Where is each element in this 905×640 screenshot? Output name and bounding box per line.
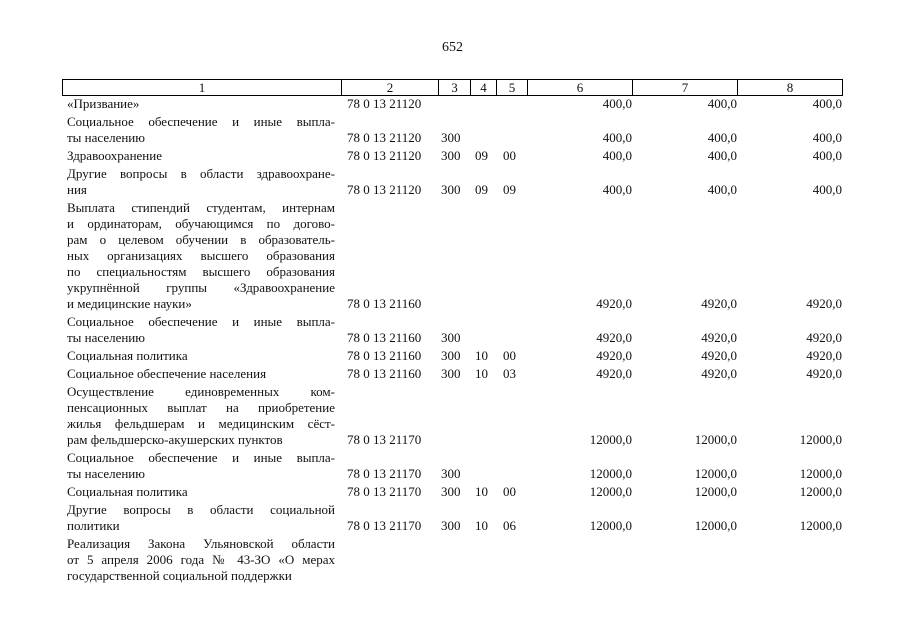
description-line: по специальностям высшего образования (67, 264, 335, 279)
row-description (67, 502, 335, 534)
description-line: пенсационных выплат на приобретение (67, 400, 335, 415)
amount-col-6: 4920,0 (596, 296, 632, 311)
amount-col-8: 12000,0 (799, 432, 842, 447)
section-code: 09 (475, 182, 488, 197)
description-line: Социальное обеспечение и иные выпла- (67, 114, 335, 129)
amount-col-7: 12000,0 (694, 518, 737, 533)
amount-col-7: 12000,0 (694, 466, 737, 481)
target-article-code: 78 0 13 21170 (347, 518, 422, 533)
target-article-code: 78 0 13 21170 (347, 466, 422, 481)
expense-type-code: 300 (441, 330, 461, 345)
header-col-5: 5 (497, 80, 528, 96)
amount-col-8: 4920,0 (806, 348, 842, 363)
section-code: 10 (475, 484, 488, 499)
target-article-code: 78 0 13 21170 (347, 432, 422, 447)
section-code: 10 (475, 518, 488, 533)
amount-col-6: 400,0 (602, 148, 632, 163)
description-line: «Призвание» (67, 96, 140, 111)
description-line: Социальная политика (67, 484, 188, 499)
subsection-code: 00 (503, 148, 516, 163)
amount-col-7: 4920,0 (701, 296, 737, 311)
row-description (67, 314, 335, 346)
section-code: 09 (475, 148, 488, 163)
description-line: Социальное обеспечение и иные выпла- (67, 314, 335, 329)
table-header (62, 79, 843, 96)
row-description (67, 200, 335, 312)
row-description (67, 536, 335, 584)
header-col-4: 4 (471, 80, 497, 96)
description-line: Социальное обеспечение и иные выпла- (67, 450, 335, 465)
amount-col-7: 400,0 (707, 130, 737, 145)
amount-col-6: 4920,0 (596, 366, 632, 381)
amount-col-6: 400,0 (602, 182, 632, 197)
header-col-2: 2 (342, 80, 439, 96)
target-article-code: 78 0 13 21120 (347, 182, 422, 197)
table-row (0, 314, 905, 348)
target-article-code: 78 0 13 21160 (347, 366, 422, 381)
description-line: и медицинские науки» (67, 296, 192, 311)
target-article-code: 78 0 13 21160 (347, 348, 422, 363)
expense-type-code: 300 (441, 366, 461, 381)
amount-col-8: 400,0 (812, 148, 842, 163)
row-description (67, 348, 335, 364)
expense-type-code: 300 (441, 348, 461, 363)
amount-col-6: 4920,0 (596, 330, 632, 345)
section-code: 10 (475, 366, 488, 381)
target-article-code: 78 0 13 21120 (347, 96, 422, 111)
subsection-code: 00 (503, 484, 516, 499)
table-row (0, 96, 905, 114)
row-description (67, 114, 335, 146)
description-line: ты населению (67, 130, 145, 145)
page-number: 652 (442, 40, 463, 55)
description-line: Реализация Закона Ульяновской области (67, 536, 335, 551)
table-row (0, 166, 905, 200)
row-description (67, 148, 335, 164)
amount-col-7: 4920,0 (701, 348, 737, 363)
amount-col-8: 12000,0 (799, 518, 842, 533)
description-line: жилья фельдшерам и медицинским сёст- (67, 416, 335, 431)
description-line: государственной социальной поддержки (67, 568, 292, 583)
expense-type-code: 300 (441, 518, 461, 533)
description-line: укрупнённой группы «Здравоохранение (67, 280, 335, 295)
amount-col-6: 400,0 (602, 130, 632, 145)
table-row (0, 366, 905, 384)
description-line: рам о целевом обучении в образователь- (67, 232, 335, 247)
table-row (0, 484, 905, 502)
amount-col-6: 12000,0 (589, 518, 632, 533)
amount-col-6: 12000,0 (589, 484, 632, 499)
table-row (0, 536, 905, 586)
header-col-8: 8 (738, 80, 843, 96)
amount-col-6: 12000,0 (589, 432, 632, 447)
description-line: ных организациях высшего образования (67, 248, 335, 263)
table-body (0, 96, 905, 586)
description-line: Выплата стипендий студентам, интернам (67, 200, 335, 215)
subsection-code: 03 (503, 366, 516, 381)
amount-col-7: 4920,0 (701, 330, 737, 345)
row-description (67, 366, 335, 382)
expense-type-code: 300 (441, 484, 461, 499)
target-article-code: 78 0 13 21170 (347, 484, 422, 499)
amount-col-8: 4920,0 (806, 366, 842, 381)
expense-type-code: 300 (441, 148, 461, 163)
amount-col-8: 12000,0 (799, 466, 842, 481)
description-line: Другие вопросы в области социальной (67, 502, 335, 517)
table-row (0, 200, 905, 314)
target-article-code: 78 0 13 21160 (347, 296, 422, 311)
expense-type-code: 300 (441, 182, 461, 197)
description-line: рам фельдшерско-акушерских пунктов (67, 432, 283, 447)
amount-col-7: 400,0 (707, 182, 737, 197)
row-description (67, 384, 335, 448)
table-row (0, 348, 905, 366)
amount-col-8: 400,0 (812, 130, 842, 145)
table-row (0, 148, 905, 166)
amount-col-8: 12000,0 (799, 484, 842, 499)
amount-col-8: 4920,0 (806, 296, 842, 311)
amount-col-8: 4920,0 (806, 330, 842, 345)
target-article-code: 78 0 13 21120 (347, 148, 422, 163)
description-line: Здравоохранение (67, 148, 162, 163)
description-line: ния (67, 182, 87, 197)
row-description (67, 166, 335, 198)
description-line: и ординаторам, обучающимся по догово- (67, 216, 335, 231)
expense-type-code: 300 (441, 130, 461, 145)
table-row (0, 114, 905, 148)
amount-col-7: 4920,0 (701, 366, 737, 381)
description-line: Социальная политика (67, 348, 188, 363)
subsection-code: 00 (503, 348, 516, 363)
table-row (0, 450, 905, 484)
description-line: Осуществление единовременных ком- (67, 384, 335, 399)
description-line: Социальное обеспечение населения (67, 366, 267, 381)
row-description (67, 96, 335, 112)
expense-type-code: 300 (441, 466, 461, 481)
subsection-code: 06 (503, 518, 516, 533)
table-row (0, 384, 905, 450)
header-col-1: 1 (63, 80, 342, 96)
section-code: 10 (475, 348, 488, 363)
description-line: политики (67, 518, 120, 533)
amount-col-6: 4920,0 (596, 348, 632, 363)
header-row (63, 80, 843, 96)
amount-col-8: 400,0 (812, 182, 842, 197)
description-line: от 5 апреля 2006 года № 43-ЗО «О мерах (67, 552, 335, 567)
description-line: Другие вопросы в области здравоохране- (67, 166, 335, 181)
description-line: ты населению (67, 466, 145, 481)
target-article-code: 78 0 13 21160 (347, 330, 422, 345)
header-col-3: 3 (439, 80, 471, 96)
amount-col-6: 12000,0 (589, 466, 632, 481)
description-line: ты населению (67, 330, 145, 345)
amount-col-8: 400,0 (812, 96, 842, 111)
amount-col-7: 12000,0 (694, 432, 737, 447)
header-col-6: 6 (528, 80, 633, 96)
table-row (0, 502, 905, 536)
header-col-7: 7 (633, 80, 738, 96)
row-description (67, 484, 335, 500)
subsection-code: 09 (503, 182, 516, 197)
amount-col-6: 400,0 (602, 96, 632, 111)
amount-col-7: 12000,0 (694, 484, 737, 499)
amount-col-7: 400,0 (707, 96, 737, 111)
target-article-code: 78 0 13 21120 (347, 130, 422, 145)
amount-col-7: 400,0 (707, 148, 737, 163)
row-description (67, 450, 335, 482)
